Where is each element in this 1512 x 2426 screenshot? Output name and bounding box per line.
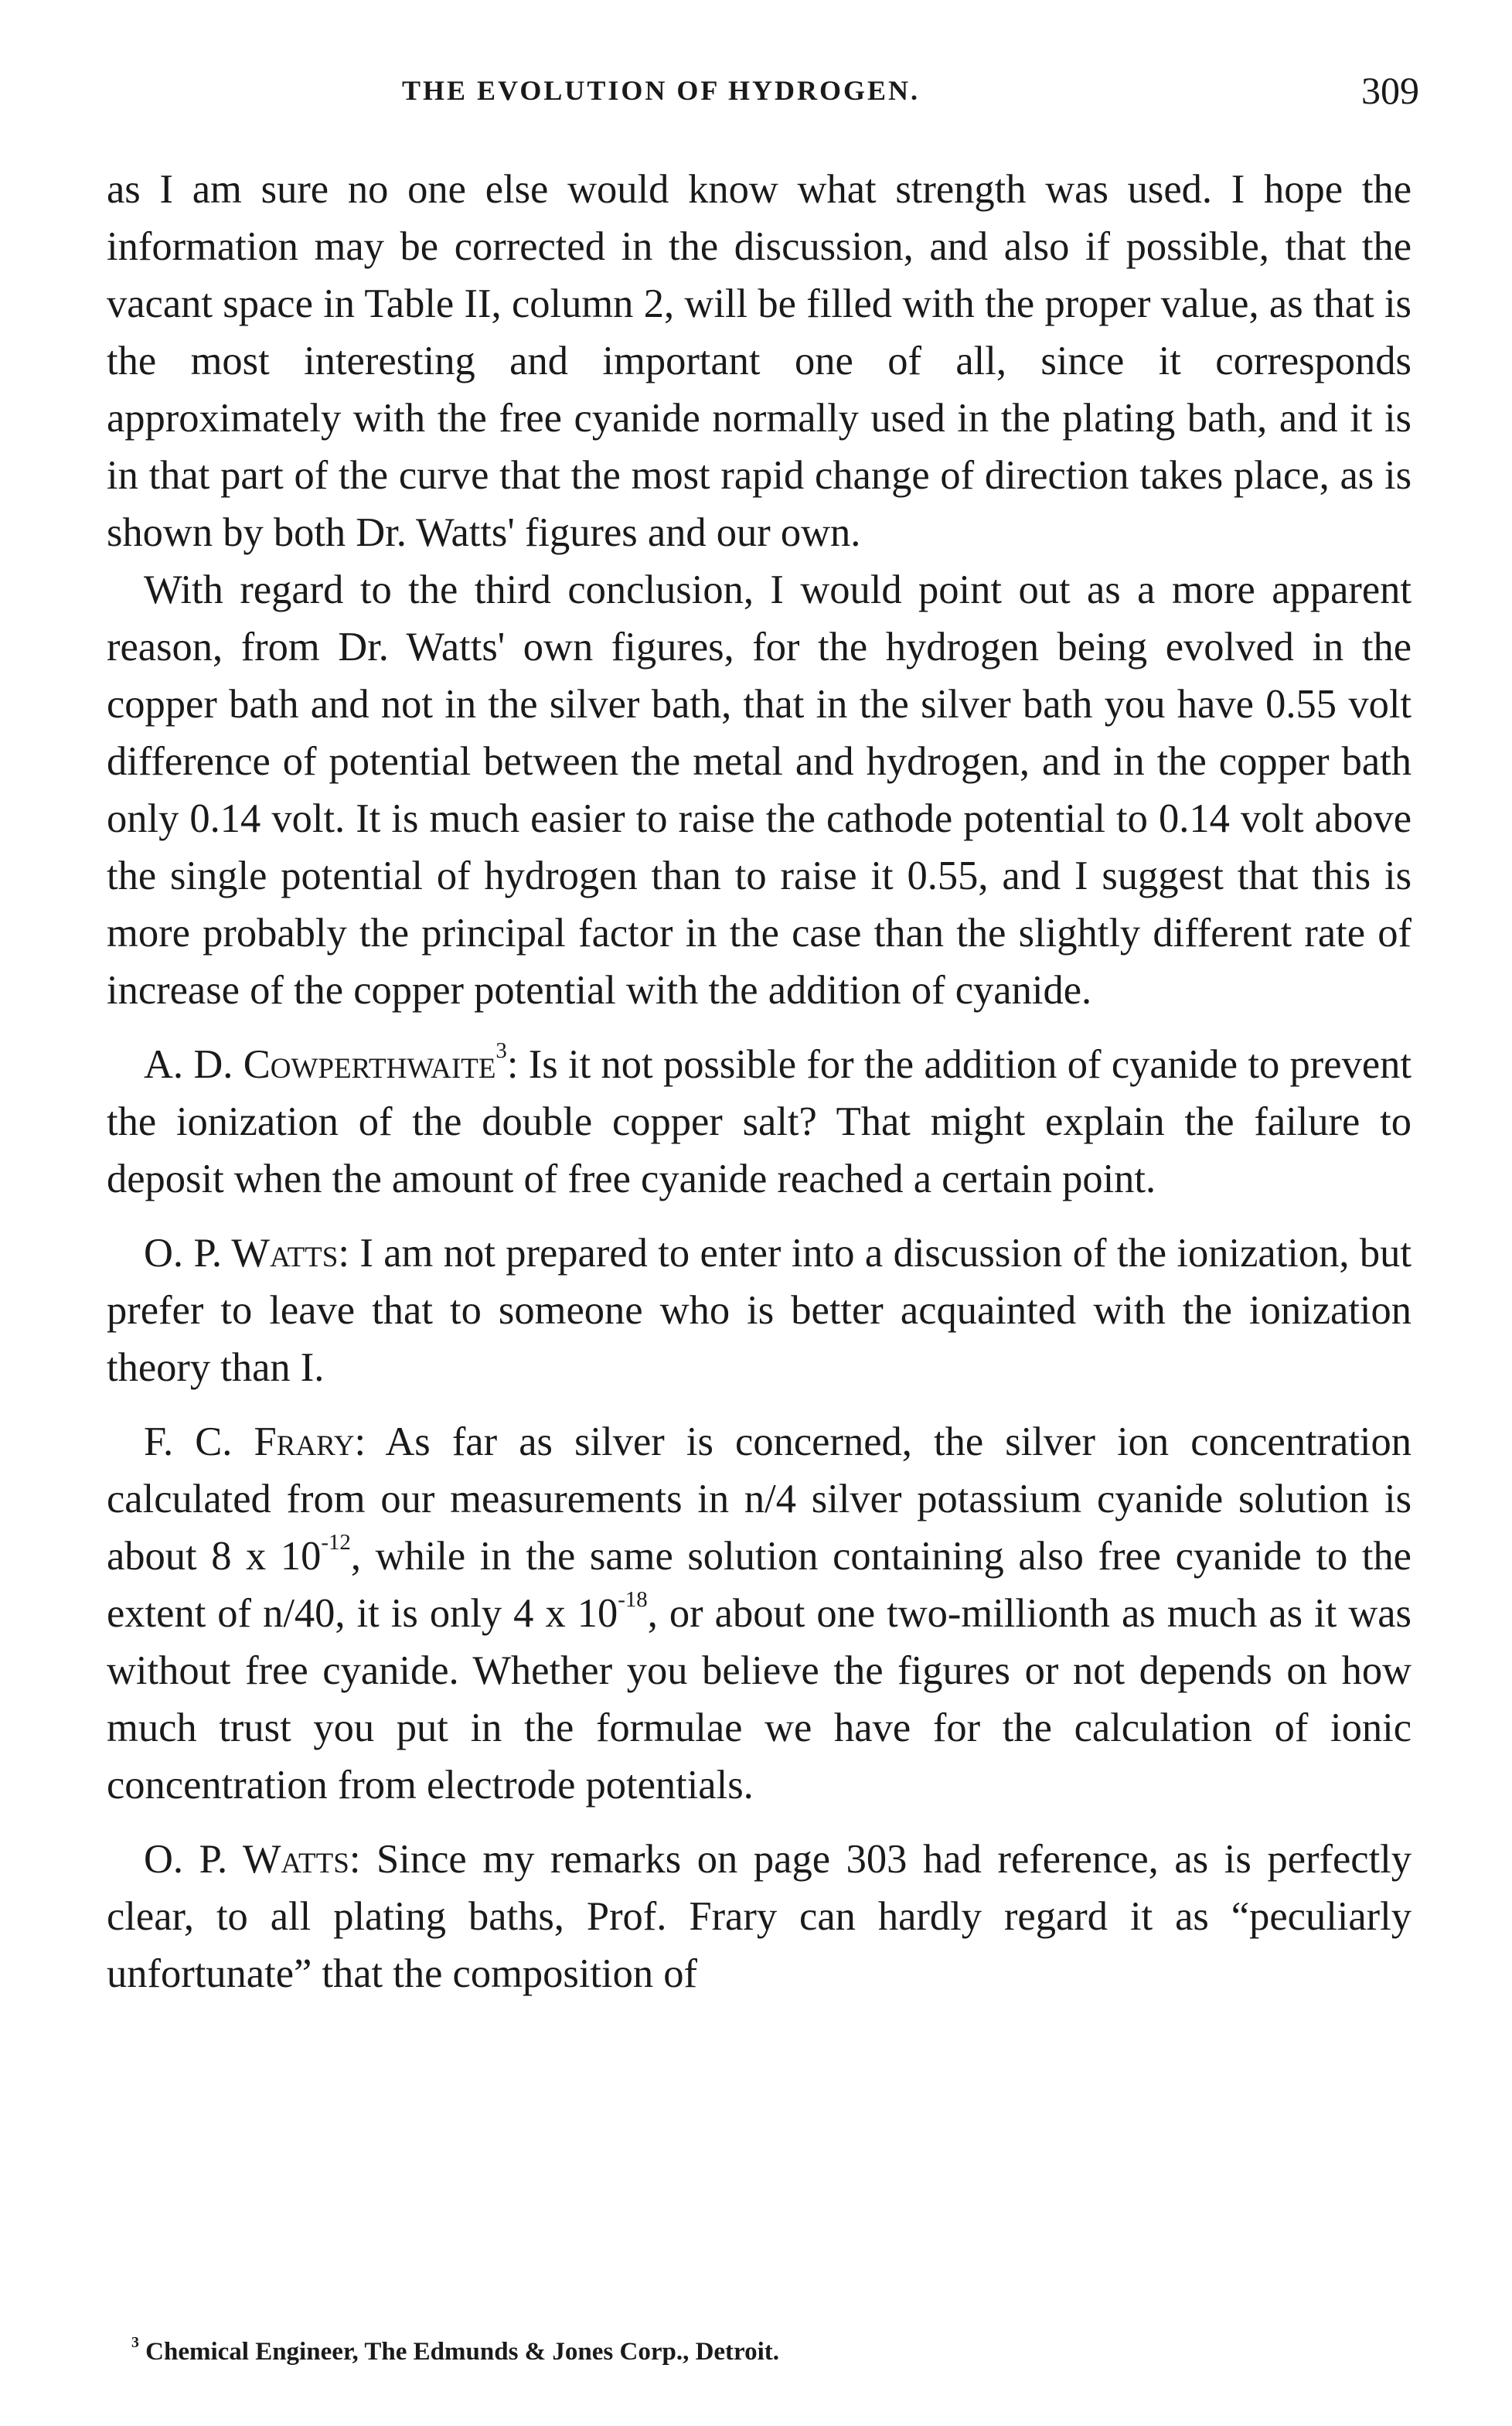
paragraph-third-conclusion [107, 561, 1412, 1019]
running-title: THE EVOLUTION OF HYDROGEN. [402, 75, 921, 106]
paragraph-text: Since my remarks on page 303 had reference, as is perfectly clear, to all plating baths, Prof. Frary can hardly regard it as “peculiarly unfortunate” that the composition of [107, 1837, 1412, 1996]
paragraph-cowperthwaite [107, 1036, 1412, 1208]
body-text [107, 161, 1412, 2002]
paragraph-text: Is it not possible for the addition of cyanide to prevent the ionization of the double copper salt? That might explain the failure to deposit when the amount of free cyanide reached a certain point. [107, 1042, 1412, 1201]
paragraph-watts-final [107, 1831, 1412, 2002]
exponent: -18 [618, 1587, 648, 1613]
footnote-text: Chemical Engineer, The Edmunds & Jones Corp., Detroit. [145, 2338, 780, 2366]
paragraph-text: As far as silver is concerned, the silver ion concentration calculated from our measurements in n/4 silver potassium cyanide solution is about 8 x 10 [107, 1419, 1412, 1579]
paragraph-text: as I am sure no one else would know what strength was used. I hope the information may be corrected in the discussion, and also if possible, that the vacant space in Table II, column 2, will be filled with the proper value, as that is the most interesting and important one of all, since it corresponds approximately with the free cyanide normally used in the plating bath, and it is in that part of the curve that the most rapid change of direction takes place, as is shown by both Dr. Watts' figures and our own. [107, 167, 1412, 555]
paragraph-text: With regard to the third conclusion, I would point out as a more apparent reason, from Dr. Watts' own figures, for the hydrogen being evolved in the copper bath and not in the silver bath, that in the silver bath you have 0.55 volt difference of potential between the metal and hydrogen, and in the copper bath only 0.14 volt. It is much easier to raise the cathode potential to 0.14 volt above the single potential of hydrogen than to raise it 0.55, and I suggest that this is more probably the principal factor in the case than the slightly different rate of increase of the copper potential with the addition of cyanide. [107, 567, 1412, 1013]
speaker-name: F. C. Frary [144, 1419, 355, 1464]
running-head [0, 68, 1512, 130]
paragraph-text: , or about one two-millionth as much as it was without free cyanide. Whether you believe the figures or not depends on how much trust you put in the formulae we have for the calculation of ionic concentration from electrode potentials. [107, 1591, 1412, 1808]
speaker-name: O. P. Watts [144, 1231, 339, 1276]
paragraph-watts-reply [107, 1225, 1412, 1396]
footnote [131, 2335, 1368, 2369]
speaker-colon: : [354, 1419, 366, 1464]
page-number: 309 [1361, 69, 1419, 112]
footnote-mark: 3 [131, 2334, 139, 2352]
exponent: -12 [321, 1530, 351, 1555]
paragraph-text: I am not prepared to enter into a discussion of the ionization, but prefer to leave that to someone who is better acquainted with the ionization theory than I. [107, 1231, 1412, 1390]
speaker-name: A. D. Cowperthwaite [144, 1042, 496, 1087]
footnote-reference: 3 [495, 1038, 507, 1064]
paragraph-frary [107, 1413, 1412, 1814]
speaker-name: O. P. Watts [144, 1837, 349, 1882]
paragraph-continuation [107, 161, 1412, 561]
speaker-colon: : [506, 1042, 519, 1087]
paragraph-text: , while in the same solution containing also free cyanide to the extent of n/40, it is only 4 x 10 [107, 1534, 1412, 1636]
speaker-colon: : [349, 1837, 361, 1882]
speaker-colon: : [338, 1231, 349, 1276]
